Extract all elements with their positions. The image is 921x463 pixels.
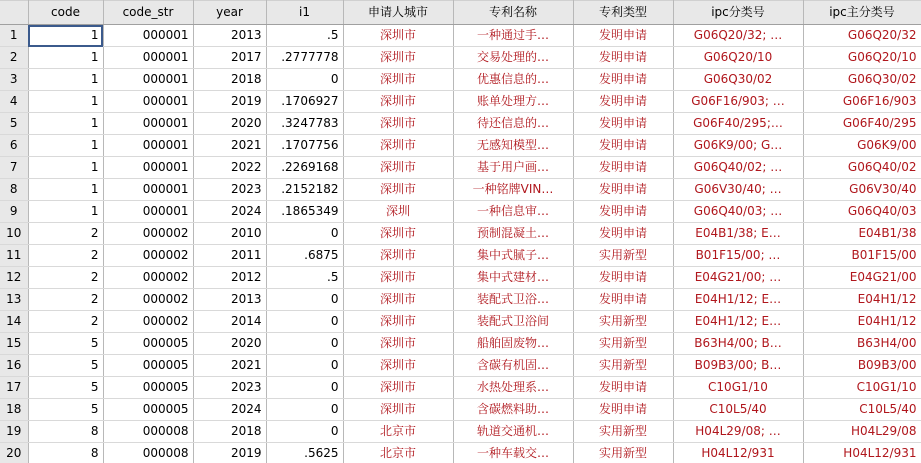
cell-i1[interactable]: .2269168 bbox=[266, 157, 343, 179]
cell-pattype[interactable]: 发明申请 bbox=[573, 377, 673, 399]
cell-code_str[interactable]: 000002 bbox=[103, 267, 193, 289]
row-header[interactable]: 15 bbox=[0, 333, 28, 355]
row-header[interactable]: 2 bbox=[0, 47, 28, 69]
cell-code_str[interactable]: 000002 bbox=[103, 223, 193, 245]
cell-pattype[interactable]: 实用新型 bbox=[573, 355, 673, 377]
cell-patname[interactable]: 预制混凝土… bbox=[453, 223, 573, 245]
cell-ipc[interactable]: E04H1/12; E… bbox=[673, 311, 803, 333]
cell-pattype[interactable]: 发明申请 bbox=[573, 399, 673, 421]
cell-code[interactable]: 8 bbox=[28, 421, 103, 443]
cell-year[interactable]: 2023 bbox=[193, 377, 266, 399]
cell-pattype[interactable]: 实用新型 bbox=[573, 443, 673, 463]
row-header[interactable]: 7 bbox=[0, 157, 28, 179]
cell-i1[interactable]: 0 bbox=[266, 311, 343, 333]
cell-year[interactable]: 2017 bbox=[193, 47, 266, 69]
table-row[interactable] bbox=[0, 289, 921, 311]
cell-patname[interactable]: 账单处理方… bbox=[453, 91, 573, 113]
table-row[interactable] bbox=[0, 25, 921, 47]
cell-ipcmain[interactable]: H04L29/08 bbox=[803, 421, 921, 443]
cell-code[interactable]: 1 bbox=[28, 135, 103, 157]
cell-ipcmain[interactable]: B09B3/00 bbox=[803, 355, 921, 377]
cell-code_str[interactable]: 000001 bbox=[103, 179, 193, 201]
cell-i1[interactable]: 0 bbox=[266, 399, 343, 421]
cell-patname[interactable]: 水热处理系… bbox=[453, 377, 573, 399]
cell-code[interactable]: 1 bbox=[28, 91, 103, 113]
cell-pattype[interactable]: 发明申请 bbox=[573, 201, 673, 223]
cell-patname[interactable]: 集中式腻子… bbox=[453, 245, 573, 267]
cell-ipc[interactable]: G06F40/295;… bbox=[673, 113, 803, 135]
cell-city[interactable]: 深圳市 bbox=[343, 377, 453, 399]
cell-year[interactable]: 2011 bbox=[193, 245, 266, 267]
cell-ipc[interactable]: H04L29/08; … bbox=[673, 421, 803, 443]
column-header-ipc[interactable]: ipc分类号 bbox=[673, 1, 803, 25]
cell-city[interactable]: 北京市 bbox=[343, 421, 453, 443]
table-body bbox=[0, 25, 921, 463]
cell-ipcmain[interactable]: G06Q20/10 bbox=[803, 47, 921, 69]
cell-ipcmain[interactable]: G06F16/903 bbox=[803, 91, 921, 113]
cell-ipc[interactable]: H04L12/931 bbox=[673, 443, 803, 463]
table-row[interactable] bbox=[0, 311, 921, 333]
cell-patname[interactable]: 船舶固废物… bbox=[453, 333, 573, 355]
cell-code[interactable]: 5 bbox=[28, 333, 103, 355]
cell-i1[interactable]: 0 bbox=[266, 377, 343, 399]
cell-city[interactable]: 深圳市 bbox=[343, 245, 453, 267]
cell-code[interactable]: 1 bbox=[28, 113, 103, 135]
cell-year[interactable]: 2018 bbox=[193, 421, 266, 443]
cell-ipc[interactable]: G06F16/903; … bbox=[673, 91, 803, 113]
cell-city[interactable]: 深圳市 bbox=[343, 135, 453, 157]
cell-patname[interactable]: 待还信息的… bbox=[453, 113, 573, 135]
cell-code[interactable]: 5 bbox=[28, 399, 103, 421]
cell-i1[interactable]: .1706927 bbox=[266, 91, 343, 113]
cell-year[interactable]: 2018 bbox=[193, 69, 266, 91]
cell-patname[interactable]: 优惠信息的… bbox=[453, 69, 573, 91]
table-row[interactable] bbox=[0, 245, 921, 267]
cell-ipc[interactable]: G06Q20/10 bbox=[673, 47, 803, 69]
cell-i1[interactable]: 0 bbox=[266, 289, 343, 311]
cell-year[interactable]: 2019 bbox=[193, 443, 266, 463]
cell-i1[interactable]: .2152182 bbox=[266, 179, 343, 201]
cell-code_str[interactable]: 000008 bbox=[103, 443, 193, 463]
table-row[interactable] bbox=[0, 113, 921, 135]
cell-pattype[interactable]: 发明申请 bbox=[573, 25, 673, 47]
cell-pattype[interactable]: 实用新型 bbox=[573, 333, 673, 355]
cell-city[interactable]: 深圳市 bbox=[343, 113, 453, 135]
row-header[interactable]: 13 bbox=[0, 289, 28, 311]
cell-i1[interactable]: 0 bbox=[266, 355, 343, 377]
cell-ipc[interactable]: E04G21/00; … bbox=[673, 267, 803, 289]
cell-pattype[interactable]: 发明申请 bbox=[573, 223, 673, 245]
table-row[interactable] bbox=[0, 421, 921, 443]
cell-patname[interactable]: 一种通过手… bbox=[453, 25, 573, 47]
row-header[interactable]: 5 bbox=[0, 113, 28, 135]
cell-code_str[interactable]: 000002 bbox=[103, 245, 193, 267]
cell-i1[interactable]: 0 bbox=[266, 333, 343, 355]
select-all-corner[interactable] bbox=[0, 1, 28, 25]
cell-patname[interactable]: 交易处理的… bbox=[453, 47, 573, 69]
cell-code_str[interactable]: 000001 bbox=[103, 135, 193, 157]
row-header[interactable]: 14 bbox=[0, 311, 28, 333]
cell-pattype[interactable]: 发明申请 bbox=[573, 69, 673, 91]
cell-code_str[interactable]: 000005 bbox=[103, 377, 193, 399]
cell-ipcmain[interactable]: G06K9/00 bbox=[803, 135, 921, 157]
cell-pattype[interactable]: 实用新型 bbox=[573, 311, 673, 333]
cell-code_str[interactable]: 000005 bbox=[103, 333, 193, 355]
column-header-code_str[interactable]: code_str bbox=[103, 1, 193, 25]
cell-ipc[interactable]: C10L5/40 bbox=[673, 399, 803, 421]
cell-patname[interactable]: 一种信息审… bbox=[453, 201, 573, 223]
column-header-city[interactable]: 申请人城市 bbox=[343, 1, 453, 25]
cell-ipcmain[interactable]: G06Q40/03 bbox=[803, 201, 921, 223]
cell-code_str[interactable]: 000008 bbox=[103, 421, 193, 443]
cell-ipc[interactable]: E04H1/12; E… bbox=[673, 289, 803, 311]
cell-ipc[interactable]: C10G1/10 bbox=[673, 377, 803, 399]
cell-pattype[interactable]: 发明申请 bbox=[573, 267, 673, 289]
cell-code_str[interactable]: 000001 bbox=[103, 157, 193, 179]
cell-city[interactable]: 深圳市 bbox=[343, 267, 453, 289]
cell-ipcmain[interactable]: C10G1/10 bbox=[803, 377, 921, 399]
cell-patname[interactable]: 一种铭牌VIN… bbox=[453, 179, 573, 201]
table-row[interactable] bbox=[0, 267, 921, 289]
cell-pattype[interactable]: 发明申请 bbox=[573, 113, 673, 135]
cell-ipc[interactable]: B09B3/00; B… bbox=[673, 355, 803, 377]
cell-city[interactable]: 深圳市 bbox=[343, 289, 453, 311]
cell-pattype[interactable]: 发明申请 bbox=[573, 91, 673, 113]
row-header[interactable]: 4 bbox=[0, 91, 28, 113]
table-row[interactable] bbox=[0, 377, 921, 399]
cell-code_str[interactable]: 000005 bbox=[103, 355, 193, 377]
cell-city[interactable]: 深圳 bbox=[343, 201, 453, 223]
cell-code_str[interactable]: 000001 bbox=[103, 47, 193, 69]
cell-patname[interactable]: 装配式卫浴间 bbox=[453, 311, 573, 333]
table-row[interactable] bbox=[0, 223, 921, 245]
cell-patname[interactable]: 基于用户画… bbox=[453, 157, 573, 179]
cell-patname[interactable]: 无感知模型… bbox=[453, 135, 573, 157]
cell-year[interactable]: 2021 bbox=[193, 355, 266, 377]
cell-city[interactable]: 深圳市 bbox=[343, 355, 453, 377]
cell-code[interactable]: 5 bbox=[28, 355, 103, 377]
cell-patname[interactable]: 轨道交通机… bbox=[453, 421, 573, 443]
row-header[interactable]: 10 bbox=[0, 223, 28, 245]
cell-i1[interactable]: 0 bbox=[266, 223, 343, 245]
table-row[interactable] bbox=[0, 443, 921, 463]
cell-code[interactable]: 1 bbox=[28, 25, 103, 47]
cell-code_str[interactable]: 000002 bbox=[103, 289, 193, 311]
table-row[interactable] bbox=[0, 355, 921, 377]
cell-code[interactable]: 1 bbox=[28, 201, 103, 223]
cell-year[interactable]: 2010 bbox=[193, 223, 266, 245]
row-header[interactable]: 18 bbox=[0, 399, 28, 421]
cell-city[interactable]: 深圳市 bbox=[343, 91, 453, 113]
cell-ipcmain[interactable]: G06F40/295 bbox=[803, 113, 921, 135]
cell-ipcmain[interactable]: E04H1/12 bbox=[803, 289, 921, 311]
cell-year[interactable]: 2020 bbox=[193, 113, 266, 135]
row-header[interactable]: 11 bbox=[0, 245, 28, 267]
cell-code[interactable]: 8 bbox=[28, 443, 103, 463]
cell-ipcmain[interactable]: E04H1/12 bbox=[803, 311, 921, 333]
cell-city[interactable]: 深圳市 bbox=[343, 25, 453, 47]
cell-ipc[interactable]: G06Q40/02; … bbox=[673, 157, 803, 179]
cell-code_str[interactable]: 000002 bbox=[103, 311, 193, 333]
cell-city[interactable]: 深圳市 bbox=[343, 47, 453, 69]
column-header-i1[interactable]: i1 bbox=[266, 1, 343, 25]
cell-i1[interactable]: .3247783 bbox=[266, 113, 343, 135]
cell-code[interactable]: 2 bbox=[28, 223, 103, 245]
cell-ipcmain[interactable]: E04B1/38 bbox=[803, 223, 921, 245]
row-header[interactable]: 8 bbox=[0, 179, 28, 201]
cell-city[interactable]: 深圳市 bbox=[343, 179, 453, 201]
row-header[interactable]: 17 bbox=[0, 377, 28, 399]
cell-code[interactable]: 1 bbox=[28, 179, 103, 201]
column-header-code[interactable]: code bbox=[28, 1, 103, 25]
cell-code[interactable]: 1 bbox=[28, 47, 103, 69]
table-row[interactable] bbox=[0, 135, 921, 157]
cell-code[interactable]: 1 bbox=[28, 69, 103, 91]
row-header[interactable]: 9 bbox=[0, 201, 28, 223]
cell-pattype[interactable]: 发明申请 bbox=[573, 157, 673, 179]
cell-patname[interactable]: 含碳燃料助… bbox=[453, 399, 573, 421]
cell-code[interactable]: 2 bbox=[28, 289, 103, 311]
cell-year[interactable]: 2021 bbox=[193, 135, 266, 157]
cell-code_str[interactable]: 000001 bbox=[103, 113, 193, 135]
table-row[interactable] bbox=[0, 201, 921, 223]
cell-year[interactable]: 2012 bbox=[193, 267, 266, 289]
row-header[interactable]: 1 bbox=[0, 25, 28, 47]
cell-i1[interactable]: .5 bbox=[266, 267, 343, 289]
cell-year[interactable]: 2022 bbox=[193, 157, 266, 179]
cell-ipc[interactable]: G06K9/00; G… bbox=[673, 135, 803, 157]
cell-pattype[interactable]: 发明申请 bbox=[573, 47, 673, 69]
cell-i1[interactable]: .6875 bbox=[266, 245, 343, 267]
cell-ipc[interactable]: G06Q30/02 bbox=[673, 69, 803, 91]
cell-code_str[interactable]: 000005 bbox=[103, 399, 193, 421]
table-row[interactable] bbox=[0, 69, 921, 91]
table-row[interactable] bbox=[0, 399, 921, 421]
cell-city[interactable]: 深圳市 bbox=[343, 69, 453, 91]
cell-ipc[interactable]: B63H4/00; B… bbox=[673, 333, 803, 355]
row-header[interactable]: 6 bbox=[0, 135, 28, 157]
column-header-ipcmain[interactable]: ipc主分类号 bbox=[803, 1, 921, 25]
cell-city[interactable]: 深圳市 bbox=[343, 223, 453, 245]
cell-ipcmain[interactable]: B63H4/00 bbox=[803, 333, 921, 355]
cell-code[interactable]: 1 bbox=[28, 157, 103, 179]
cell-city[interactable]: 深圳市 bbox=[343, 157, 453, 179]
cell-i1[interactable]: .1707756 bbox=[266, 135, 343, 157]
table-row[interactable] bbox=[0, 91, 921, 113]
cell-ipc[interactable]: G06Q40/03; … bbox=[673, 201, 803, 223]
cell-ipcmain[interactable]: G06V30/40 bbox=[803, 179, 921, 201]
cell-year[interactable]: 2019 bbox=[193, 91, 266, 113]
table-header bbox=[0, 1, 921, 25]
cell-pattype[interactable]: 实用新型 bbox=[573, 245, 673, 267]
cell-code_str[interactable]: 000001 bbox=[103, 201, 193, 223]
row-header[interactable]: 12 bbox=[0, 267, 28, 289]
cell-i1[interactable]: 0 bbox=[266, 69, 343, 91]
cell-ipcmain[interactable]: G06Q30/02 bbox=[803, 69, 921, 91]
row-header[interactable]: 20 bbox=[0, 443, 28, 463]
table-row[interactable] bbox=[0, 157, 921, 179]
cell-city[interactable]: 深圳市 bbox=[343, 333, 453, 355]
cell-patname[interactable]: 含碳有机固… bbox=[453, 355, 573, 377]
cell-year[interactable]: 2014 bbox=[193, 311, 266, 333]
cell-city[interactable]: 深圳市 bbox=[343, 399, 453, 421]
cell-year[interactable]: 2020 bbox=[193, 333, 266, 355]
cell-pattype[interactable]: 发明申请 bbox=[573, 135, 673, 157]
cell-pattype[interactable]: 实用新型 bbox=[573, 421, 673, 443]
cell-pattype[interactable]: 发明申请 bbox=[573, 289, 673, 311]
cell-ipc[interactable]: E04B1/38; E… bbox=[673, 223, 803, 245]
cell-ipcmain[interactable]: G06Q20/32 bbox=[803, 25, 921, 47]
cell-year[interactable]: 2013 bbox=[193, 25, 266, 47]
cell-year[interactable]: 2024 bbox=[193, 201, 266, 223]
cell-i1[interactable]: .1865349 bbox=[266, 201, 343, 223]
cell-i1[interactable]: .5 bbox=[266, 25, 343, 47]
cell-ipc[interactable]: B01F15/00; … bbox=[673, 245, 803, 267]
table-row[interactable] bbox=[0, 333, 921, 355]
table-row[interactable] bbox=[0, 179, 921, 201]
cell-ipc[interactable]: G06Q20/32; … bbox=[673, 25, 803, 47]
cell-ipcmain[interactable]: C10L5/40 bbox=[803, 399, 921, 421]
cell-ipcmain[interactable]: G06Q40/02 bbox=[803, 157, 921, 179]
cell-ipcmain[interactable]: E04G21/00 bbox=[803, 267, 921, 289]
cell-ipcmain[interactable]: B01F15/00 bbox=[803, 245, 921, 267]
cell-patname[interactable]: 集中式建材… bbox=[453, 267, 573, 289]
table-row[interactable] bbox=[0, 47, 921, 69]
cell-code_str[interactable]: 000001 bbox=[103, 91, 193, 113]
cell-ipcmain[interactable]: H04L12/931 bbox=[803, 443, 921, 463]
cell-patname[interactable]: 装配式卫浴… bbox=[453, 289, 573, 311]
row-header[interactable]: 16 bbox=[0, 355, 28, 377]
cell-pattype[interactable]: 发明申请 bbox=[573, 179, 673, 201]
row-header[interactable]: 3 bbox=[0, 69, 28, 91]
column-header-patname[interactable]: 专利名称 bbox=[453, 1, 573, 25]
cell-year[interactable]: 2024 bbox=[193, 399, 266, 421]
cell-code[interactable]: 2 bbox=[28, 311, 103, 333]
cell-code[interactable]: 2 bbox=[28, 267, 103, 289]
cell-i1[interactable]: 0 bbox=[266, 421, 343, 443]
cell-code_str[interactable]: 000001 bbox=[103, 69, 193, 91]
cell-code[interactable]: 5 bbox=[28, 377, 103, 399]
cell-code[interactable]: 2 bbox=[28, 245, 103, 267]
column-header-year[interactable]: year bbox=[193, 1, 266, 25]
cell-i1[interactable]: .5625 bbox=[266, 443, 343, 463]
cell-city[interactable]: 北京市 bbox=[343, 443, 453, 463]
cell-patname[interactable]: 一种车载交… bbox=[453, 443, 573, 463]
cell-year[interactable]: 2013 bbox=[193, 289, 266, 311]
row-header[interactable]: 19 bbox=[0, 421, 28, 443]
column-header-pattype[interactable]: 专利类型 bbox=[573, 1, 673, 25]
table-header-row bbox=[0, 1, 921, 25]
cell-code_str[interactable]: 000001 bbox=[103, 25, 193, 47]
cell-i1[interactable]: .2777778 bbox=[266, 47, 343, 69]
cell-city[interactable]: 深圳市 bbox=[343, 311, 453, 333]
cell-ipc[interactable]: G06V30/40; … bbox=[673, 179, 803, 201]
cell-year[interactable]: 2023 bbox=[193, 179, 266, 201]
